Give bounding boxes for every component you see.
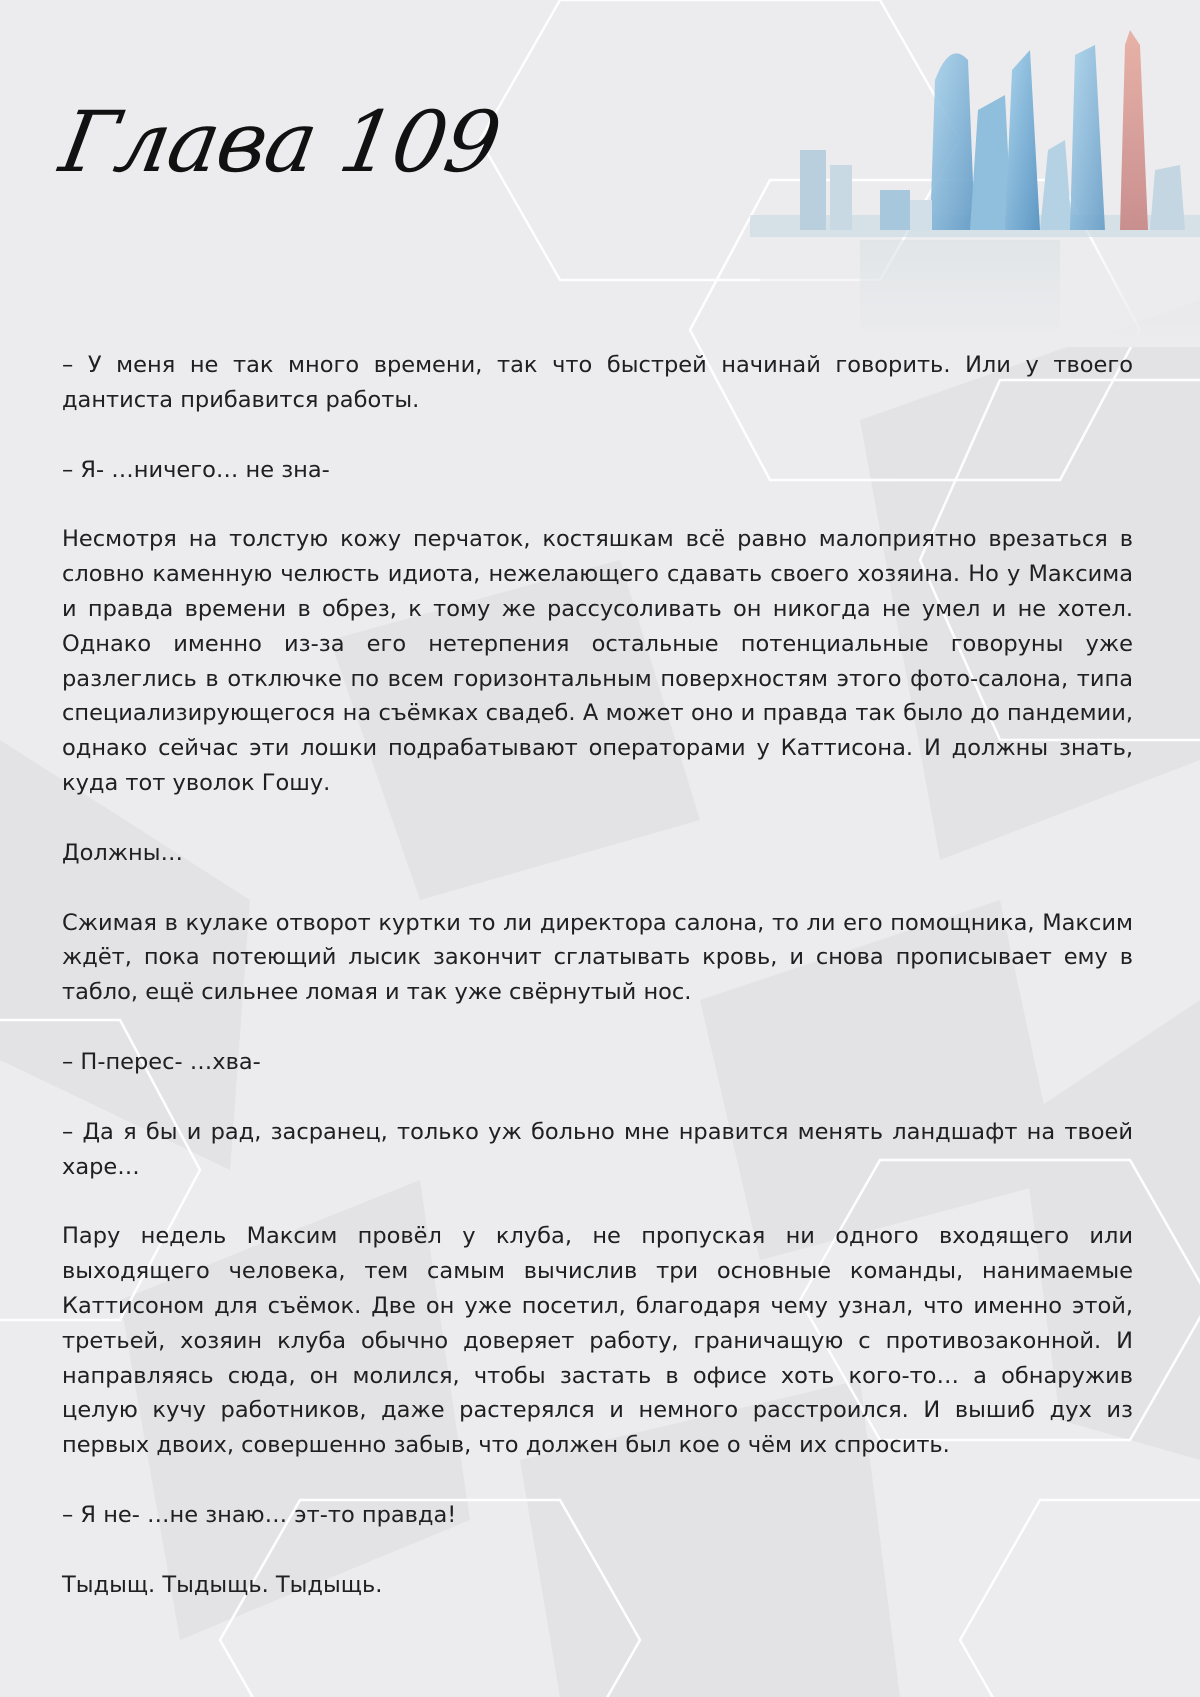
chapter-text [62, 348, 1133, 1638]
paragraph: Должны… [62, 839, 183, 866]
paragraph: – П-перес- …хва- [62, 1048, 261, 1075]
paragraph: – Я не- …не знаю… эт-то правда! [62, 1501, 457, 1528]
city-skyline-image [750, 30, 1200, 347]
paragraph: Пару недель Максим провёл у клуба, не пропуская ни одного входящего или выходящего человека, тем самым вычислив три основные команды, нанимаемые Каттисоном для съёмок. Две он уже посетил, благодаря чему узнал, что именно этой, третьей, хозяин клуба обычно доверяет работу, граничащую с противозаконной. И направляясь сюда, он молился, чтобы застать в офисе хоть кого-то… а обнаружив целую кучу работников, даже растерялся и немного расстроился. И вышиб дух из первых двоих, совершенно забыв, что должен был кое о чём их спросить. [62, 1223, 1133, 1459]
chapter-title: Глава 109 [53, 93, 507, 191]
paragraph: – Да я бы и рад, засранец, только уж больно мне нравится менять ландшафт на твоей харе… [62, 1118, 1133, 1180]
paragraph: – У меня не так много времени, так что быстрей начинай говорить. Или у твоего дантиста прибавится работы. [62, 352, 1133, 413]
paragraph: Сжимая в кулаке отворот куртки то ли директора салона, то ли его помощника, Максим ждёт, пока потеющий лысик закончит сглатывать кровь, и снова прописывает ему в табло, ещё сильнее ломая и так уже свёрнутый нос. [62, 909, 1133, 1006]
paragraph: – Я- …ничего… не зна- [62, 456, 330, 483]
paragraph: Тыдыщ. Тыдыщь. Тыдыщь. [62, 1571, 383, 1598]
paragraph: Несмотря на толстую кожу перчаток, костяшкам всё равно малоприятно врезаться в словно каменную челюсть идиота, нежелающего сдавать своего хозяина. Но у Максима и правда времени в обрез, к тому же рассусоливать он никогда не умел и не хотел. Однако именно из-за его нетерпения остальные потенциальные говоруны уже разлеглись в отключке по всем горизонтальным поверхностям этого фото-салона, типа специализирующегося на съёмках свадеб. А может оно и правда так было до пандемии, однако сейчас эти лошки подрабатывают операторами у Каттисона. И должны знать, куда тот уволок Гошу. [62, 526, 1133, 796]
